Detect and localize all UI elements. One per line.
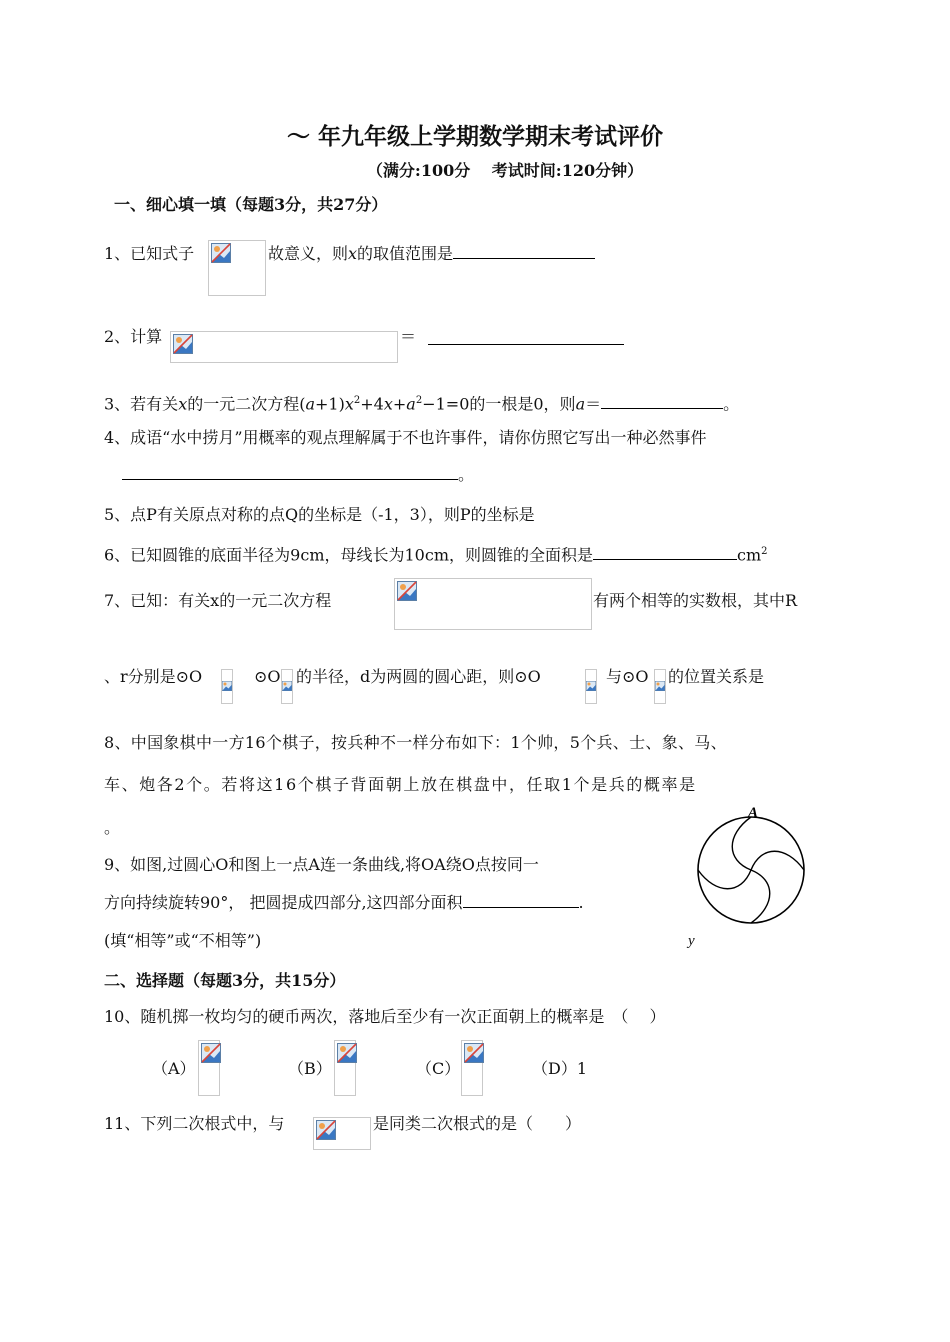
q2-answer-blank[interactable] [428, 330, 624, 345]
broken-image-icon [586, 680, 596, 692]
figure-curve-1 [732, 817, 751, 870]
question-10: 10、随机掷一枚均匀的硬币两次，落地后至少有一次正面朝上的概率是 （ ） [104, 1007, 666, 1026]
figure-curve-2 [751, 851, 804, 870]
option-a-image [198, 1040, 220, 1096]
question-2: 2、计算 [104, 327, 163, 346]
figure-curve-3 [751, 870, 770, 923]
broken-image-icon [316, 1120, 336, 1140]
question-6: 6、已知圆锥的底面半径为9cm，母线长为10cm，则圆锥的全面积是 $cm^2$ [104, 545, 768, 565]
figure-label-a: A [748, 805, 759, 821]
q7-subscript-image-1 [221, 669, 233, 704]
q7-line1-suffix: 有两个相等的实数根，其中R [593, 591, 798, 610]
q1-answer-blank[interactable] [453, 244, 595, 259]
question-5: 5、点P有关原点对称的点Q的坐标是（-1，3），则P的坐标是 [104, 505, 535, 524]
question-11: 11、下列二次根式中，与 [104, 1114, 285, 1133]
question-9-line-2: 方向持续旋转90°， 把圆提成四部分,这四部分面积 . [104, 893, 584, 912]
q7-subscript-image-3 [585, 669, 597, 704]
q7-line2-b: ⊙O [254, 667, 281, 686]
question-7: 7、已知：有关x的一元二次方程 [104, 591, 332, 610]
page-subtitle: （满分:100分 考试时间:120分钟） [366, 161, 644, 180]
question-8-line-3: 。 [104, 818, 121, 837]
q4-answer-line: 。 [122, 465, 474, 485]
q7-subscript-image-4 [654, 669, 666, 704]
option-b[interactable]: （B） [288, 1059, 332, 1078]
q2-formula-image [170, 331, 398, 363]
q7-equation-image [394, 578, 592, 630]
q7-line2-c: 的半径，d为两圆的圆心距，则⊙O [296, 667, 541, 686]
q7-line2-d: 与⊙O [606, 667, 649, 686]
figure-label-y: y [688, 933, 695, 949]
broken-image-icon [464, 1043, 484, 1063]
q4-answer-blank[interactable] [122, 465, 458, 480]
q7-subscript-image-2 [281, 669, 293, 704]
q11-suffix: 是同类二次根式的是（ ） [373, 1114, 582, 1133]
option-d[interactable]: （D）1 [532, 1059, 588, 1078]
broken-image-icon [337, 1043, 357, 1063]
q1-formula-image [208, 240, 266, 296]
section-2-heading: 二、选择题（每题3分，共15分） [104, 971, 346, 990]
option-c-image [461, 1040, 483, 1096]
q7-line2-a: 、r分别是⊙O [104, 667, 203, 686]
circle-figure [696, 800, 808, 932]
q1-prefix: 1、已知式子 [104, 244, 195, 263]
question-9-line-3: (填“相等”或“不相等”) [104, 931, 262, 950]
question-8-line-2: 车、炮各2个。若将这16个棋子背面朝上放在棋盘中，任取1个是兵的概率是 [104, 775, 697, 794]
broken-image-icon [201, 1043, 221, 1063]
q9-answer-blank[interactable] [463, 893, 579, 908]
question-1 [104, 244, 194, 264]
section-1-heading: 一、细心填一填（每题3分，共27分） [114, 195, 388, 214]
broken-image-icon [222, 680, 232, 692]
question-8-line-1: 8、中国象棋中一方16个棋子，按兵种不一样分布如下：1个帅，5个兵、士、象、马、 [104, 733, 727, 752]
q11-radical-image [313, 1117, 371, 1150]
broken-image-icon [173, 334, 193, 354]
broken-image-icon [397, 581, 417, 601]
q2-equals: ＝ [400, 327, 417, 346]
question-9-line-1: 9、如图,过圆心O和图上一点A连一条曲线,将OA绕O点按同一 [104, 855, 539, 874]
option-a[interactable]: （A） [152, 1059, 196, 1078]
question-4: 4、成语“水中捞月”用概率的观点理解属于不也许事件，请你仿照它写出一种必然事件 [104, 428, 707, 447]
q6-answer-blank[interactable] [593, 545, 737, 560]
page-title: ～ 年九年级上学期数学期末考试评价 [286, 123, 663, 150]
question-3: 3、若有关x的一元二次方程$(a+1)x^2+4x+a^2-1=0$的一根是0，则a＝ 。 [104, 394, 740, 414]
q7-line2-e: 的位置关系是 [668, 667, 765, 686]
option-b-image [334, 1040, 356, 1096]
q3-answer-blank[interactable] [601, 394, 723, 409]
option-c[interactable]: （C） [416, 1059, 461, 1078]
figure-curve-4 [698, 870, 751, 889]
q1-text: 故意义，则x的取值范围是 [268, 244, 595, 264]
broken-image-icon [211, 243, 231, 263]
broken-image-icon [282, 680, 292, 692]
broken-image-icon [655, 680, 665, 692]
